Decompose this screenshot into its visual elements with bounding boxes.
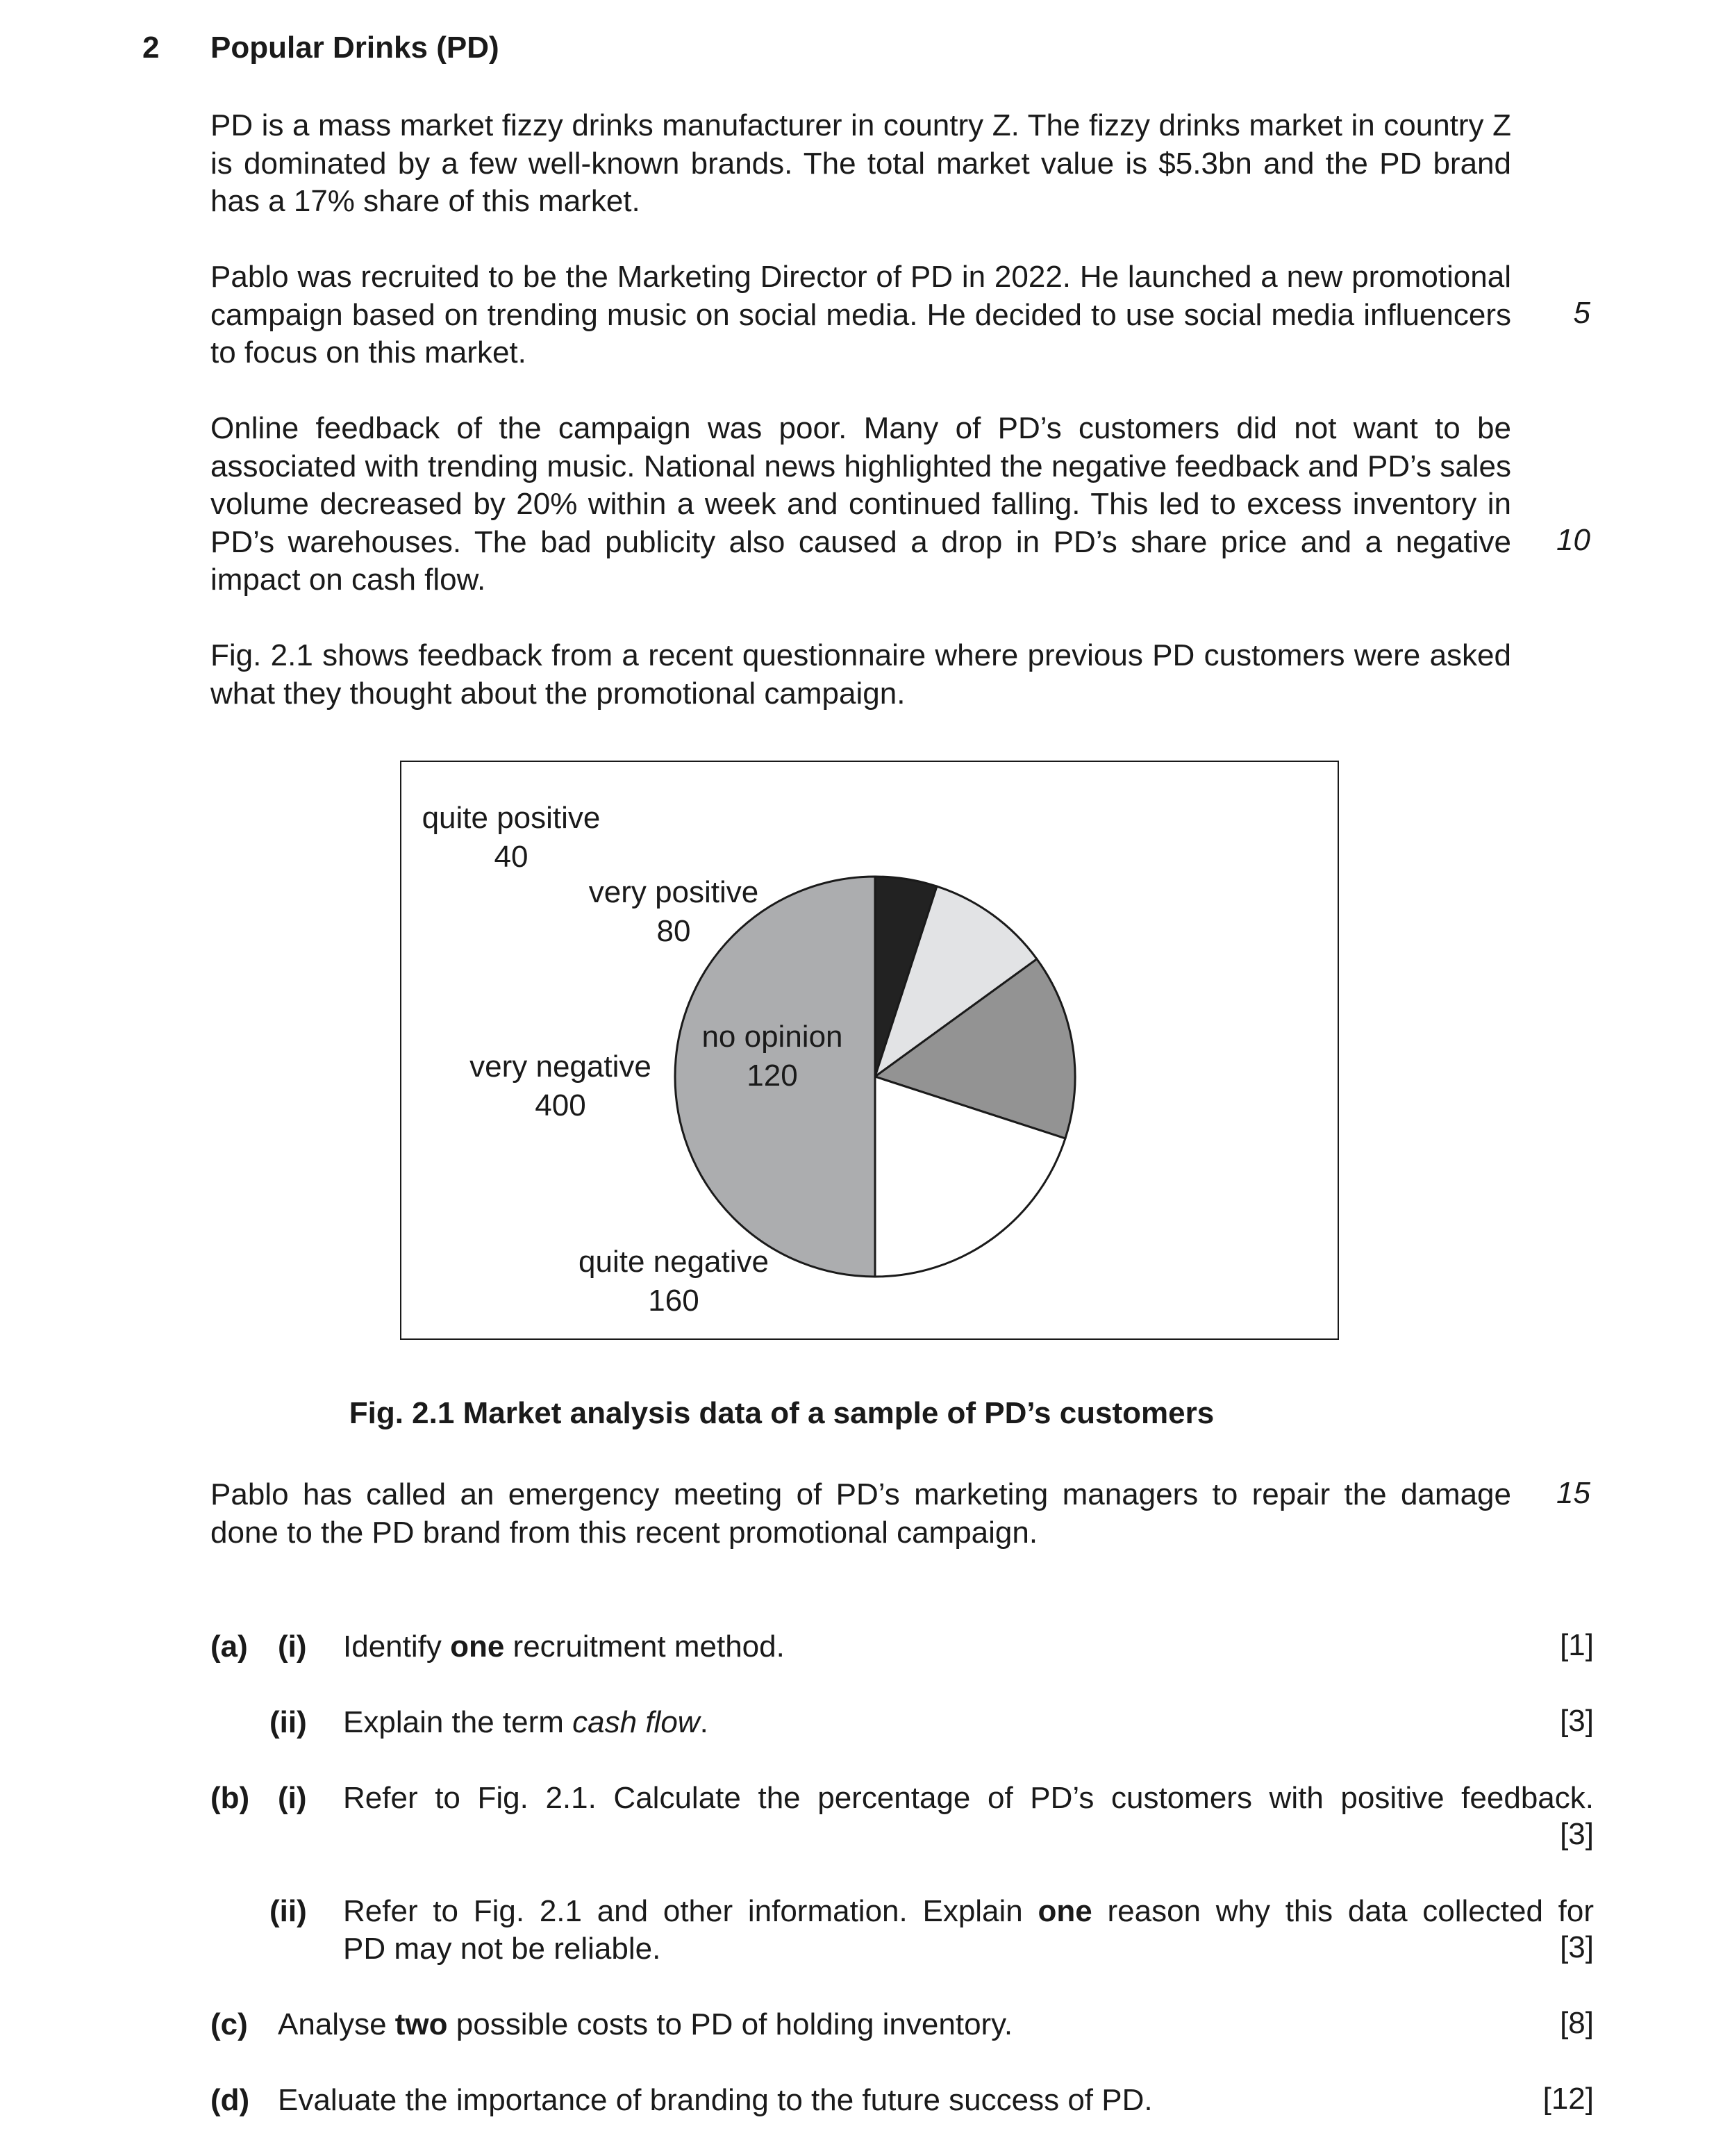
marks-b-ii: [3] <box>1560 1930 1594 1964</box>
question-b-ii-text-1: Refer to Fig. 2.1 and other information. Explain <box>343 1894 1038 1928</box>
line-number-5: 5 <box>1573 296 1590 330</box>
question-a-ii-text-1: Explain the term <box>343 1705 573 1739</box>
question-number: 2 <box>142 31 160 65</box>
question-a-ii <box>343 1704 708 1742</box>
slice-label-very-positive: very positive <box>588 875 759 909</box>
marks-a-ii: [3] <box>1560 1704 1594 1738</box>
question-c <box>278 2006 1013 2044</box>
question-a-i-text-2: recruitment method. <box>504 1630 785 1664</box>
question-a-i-bold: one <box>450 1630 505 1664</box>
question-c-bold: two <box>394 2007 448 2041</box>
question-a-ii-text-2: . <box>699 1705 708 1739</box>
question-a-i-text-1: Identify <box>343 1630 451 1664</box>
question-d: Evaluate the importance of branding to the future success of PD. <box>278 2083 1153 2117</box>
slice-label-quite-negative: quite negative <box>579 1245 769 1279</box>
slice-value-very-negative: 400 <box>535 1088 586 1122</box>
sub-label-b-ii: (ii) <box>269 1894 307 1928</box>
question-b-i: Refer to Fig. 2.1. Calculate the percentage of PD’s customers with positive feedback. <box>343 1781 1594 1815</box>
question-c-text-1: Analyse <box>278 2007 395 2041</box>
sub-label-b-i: (i) <box>278 1781 307 1815</box>
question-c-text-2: possible costs to PD of holding inventory. <box>447 2007 1013 2041</box>
paragraph-intro: PD is a mass market fizzy drinks manufacturer in country Z. The fizzy drinks market in country Z is dominated by a few well-known brands. The total market value is $5.3bn and the PD brand has a 17% share of this market. <box>210 108 1511 218</box>
slice-value-quite-negative: 160 <box>648 1284 699 1318</box>
slice-label-quite-positive: quite positive <box>422 801 601 835</box>
part-label-d: (d) <box>210 2083 250 2117</box>
marks-a-i: [1] <box>1560 1628 1594 1662</box>
slice-value-no-opinion: 120 <box>747 1059 798 1093</box>
sub-label-a-i: (i) <box>278 1630 307 1664</box>
marks-d: [12] <box>1542 2082 1594 2116</box>
figure-caption: Fig. 2.1 Market analysis data of a sample of PD’s customers <box>349 1396 1215 1430</box>
question-b-ii-text-2: reason why this data collected for <box>1092 1894 1594 1928</box>
pie-chart <box>401 762 1340 1341</box>
part-label-c: (c) <box>210 2007 248 2041</box>
paragraph-emergency-meeting: Pablo has called an emergency meeting of PD’s marketing managers to repair the damage done to the PD brand from this recent promotional campaign. <box>210 1477 1511 1550</box>
paragraph-feedback: Online feedback of the campaign was poor. Many of PD’s customers did not want to be associated with trending music. National news highlighted the negative feedback and PD’s sales volume decreased by 20% within a week and continued falling. This led to excess inventory in PD’s warehouses. The bad publicity also caused a drop in PD’s share price and a negative impact on cash flow. <box>210 411 1511 597</box>
paragraph-pablo: Pablo was recruited to be the Marketing Director of PD in 2022. He launched a new promotional campaign based on trending music on social media. He decided to use social media influencers to focus on this market. <box>210 260 1511 370</box>
slice-value-very-positive: 80 <box>656 914 691 948</box>
question-b-ii-line1 <box>343 1893 1594 1931</box>
part-label-a: (a) <box>210 1630 248 1664</box>
paragraph-fig-intro: Fig. 2.1 shows feedback from a recent questionnaire where previous PD customers were asked what they thought about the promotional campaign. <box>210 638 1511 711</box>
question-a-i <box>343 1628 785 1666</box>
marks-b-i: [3] <box>1560 1817 1594 1851</box>
question-title: Popular Drinks (PD) <box>210 31 499 65</box>
slice-value-quite-positive: 40 <box>494 840 528 874</box>
part-label-b: (b) <box>210 1781 250 1815</box>
question-a-ii-italic: cash flow <box>572 1705 700 1739</box>
line-number-15: 15 <box>1556 1476 1590 1510</box>
pie-chart-frame <box>400 761 1339 1340</box>
sub-label-a-ii: (ii) <box>269 1705 307 1739</box>
slice-label-very-negative: very negative <box>469 1050 651 1084</box>
slice-label-no-opinion: no opinion <box>701 1020 843 1054</box>
question-b-ii-line2: PD may not be reliable. <box>343 1932 661 1966</box>
question-b-ii-bold: one <box>1038 1894 1092 1928</box>
line-number-10: 10 <box>1556 523 1590 557</box>
marks-c: [8] <box>1560 2006 1594 2040</box>
